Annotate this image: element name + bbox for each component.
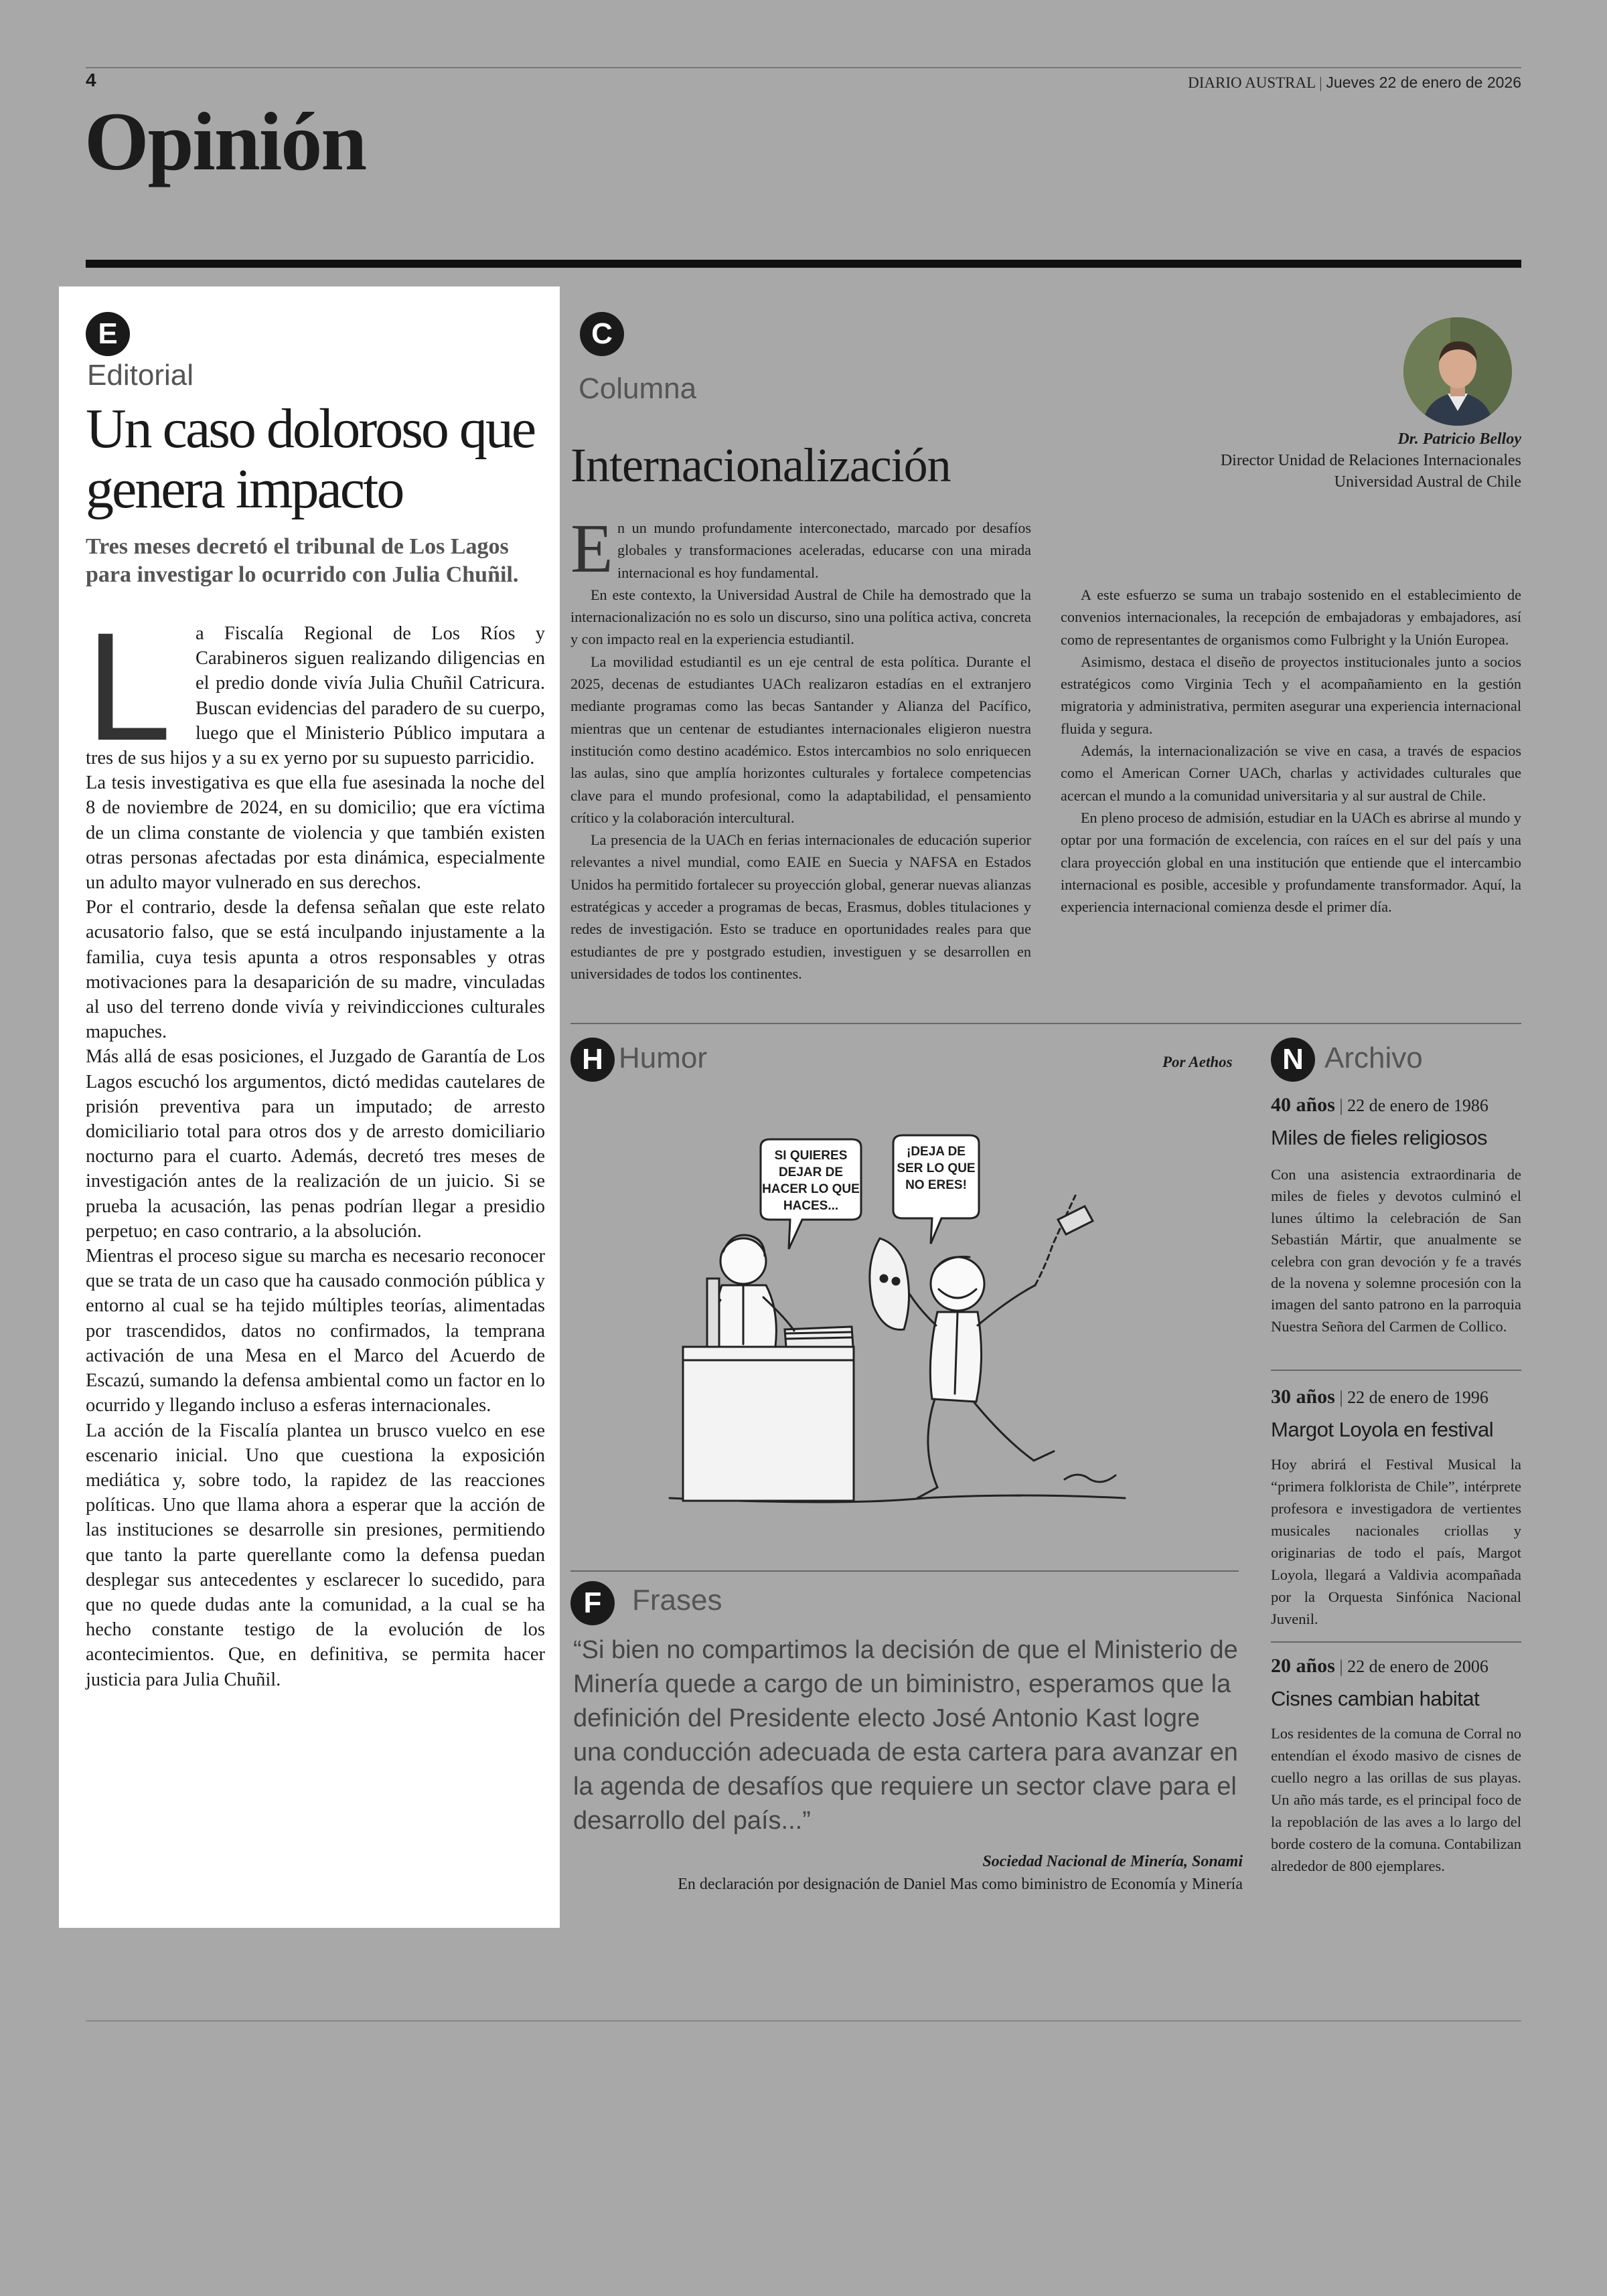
archivo-item-title: Miles de fieles religiosos bbox=[1271, 1126, 1487, 1149]
author-portrait-icon bbox=[1403, 317, 1512, 426]
column-paragraph: En este contexto, la Universidad Austral de Chile ha demostrado que la internacionalización no es solo un discurso, sino una política activa, concreta y con impacto real en la experiencia estudiantil. bbox=[570, 586, 1031, 648]
column-text-right bbox=[1061, 584, 1521, 918]
frases-label: Frases bbox=[632, 1584, 722, 1617]
editorial-dropcap: L bbox=[86, 600, 171, 772]
editorial-paragraph: La acción de la Fiscalía plantea un brusco vuelco en ese escenario inicial. Uno que cuestiona la exposición mediática y, sobre todo, la rapidez de las reacciones políticas. Uno que llama ahora a esperar que la acción de las instituciones se desarrolle sin presiones, permitiendo que tanto la parte querellante como la defensa puedan desplegar sus antecedentes y esclarecer lo sucedido, para que no quede dudas ante la comunidad, a la cual se ha hecho constante testigo de la evolución de los acontecimientos. Que, en definitiva, se permita hacer justicia para Julia Chuñil. bbox=[86, 1420, 545, 1690]
frases-badge: F bbox=[570, 1581, 615, 1625]
editorial-label: Editorial bbox=[87, 359, 194, 392]
section-title: Opinión bbox=[84, 96, 366, 187]
archivo-divider: | bbox=[1339, 1388, 1343, 1407]
column-label: Columna bbox=[579, 372, 697, 405]
archivo-badge: N bbox=[1271, 1038, 1315, 1082]
archivo-item bbox=[1271, 1655, 1521, 1877]
humor-label: Humor bbox=[619, 1042, 708, 1074]
dateline-separator: | bbox=[1319, 74, 1322, 91]
page-number: 4 bbox=[86, 70, 96, 90]
frases-context: En declaración por designación de Daniel Mas como biministro de Economía y Minería bbox=[678, 1876, 1243, 1893]
column-text-left bbox=[570, 510, 1031, 985]
editorial-paragraph: La tesis investigativa es que ella fue asesinada la noche del 8 de noviembre de 2024, en su domicilio; que era víctima de un clima constante de violencia y que también existen otras personas afectadas por esta dinámica, especialmente un adulto mayor vulnerado en sus derechos. bbox=[86, 772, 545, 894]
archivo-item-text: Con una asistencia extraordinaria de miles de fieles y devotos culminó el lunes último la celebración de San Sebastián Mártir, que anualmente se celebra con gran devoción y fe a través de la novena y solemne procesión con la imagen del santo patrono en la parroquia Nuestra Señora del Carmen de Collico. bbox=[1271, 1166, 1521, 1335]
archivo-item bbox=[1271, 1094, 1521, 1337]
bubble-right-text: ¡DEJA DE SER LO QUE NO ERES! bbox=[897, 1145, 976, 1192]
archivo-item-text: Los residentes de la comuna de Corral no entendían el éxodo masivo de cisnes de cuello negro a las orillas de sus playas. Un año más tarde, es el principal foco de la repoblación de las aves a lo largo del borde costero de la comuna. Contabilizan alrededor de 800 ejemplares. bbox=[1271, 1725, 1521, 1874]
frases-source: Sociedad Nacional de Minería, Sonami bbox=[982, 1853, 1243, 1870]
archivo-divider: | bbox=[1339, 1657, 1343, 1676]
archivo-label: Archivo bbox=[1324, 1042, 1423, 1074]
author-title: Director Unidad de Relaciones Internacionales bbox=[1220, 452, 1521, 469]
archivo-years: 30 años bbox=[1271, 1386, 1335, 1408]
editorial-paragraph: Por el contrario, desde la defensa señalan que este relato acusatorio falso, que se está inculpando injustamente a la familia, cuya tesis apunta a otros responsables y otras motivaciones para la desaparición de su madre, vinculadas al uso del terreno donde vivía y reivindicciones culturales mapuches. bbox=[86, 897, 545, 1043]
archivo-item-meta bbox=[1271, 1094, 1521, 1117]
frases-quote: “Si bien no compartimos la decisión de que el Ministerio de Minería quede a cargo de un biministro, esperamos que la definición del Presidente electo José Antonio Kast logre una conducción adecuada de esta cartera para avanzar en la agenda de desafíos que requiere un sector clave para el desarrollo del país...” bbox=[573, 1636, 1238, 1835]
footer-rule bbox=[86, 2020, 1521, 2022]
column-badge: C bbox=[580, 312, 624, 356]
column-bottom-rule bbox=[570, 1023, 1521, 1024]
archivo-item-text: Hoy abrirá el Festival Musical la “primera folklorista de Chile”, intérprete profesora e investigadora de vertientes musicales nacionales criollas y originarias de todo el país, Margot Loyola, llegará a Valdivia acompañada por la Orquesta Sinfónica Nacional Juvenil. bbox=[1271, 1456, 1521, 1627]
column-paragraph: Además, la internacionalización se vive en casa, a través de espacios como el American Corner UACh, charlas y actividades culturales que acercan el mundo a la comunidad universitaria y al sur austral de Chile. bbox=[1061, 742, 1521, 804]
editorial-paragraph: a Fiscalía Regional de Los Ríos y Carabineros siguen realizando diligencias en el predio donde vivía Julia Chuñil Catricura. Buscan evidencias del paradero de su cuerpo, luego que el Ministerio Público imputara a tres de sus hijos y a su ex yerno por su supuesto parricidio. bbox=[86, 623, 545, 769]
archivo-divider-rule bbox=[1271, 1641, 1521, 1643]
column-paragraph: Asimismo, destaca el diseño de proyectos institucionales junto a socios estratégicos como Virginia Tech y el acompañamiento en la gestión migratoria y administrativa, permiten asegurar una experiencia internacional fluida y segura. bbox=[1061, 653, 1521, 737]
column-paragraph: La presencia de la UACh en ferias internacionales de educación superior relevantes a nivel mundial, como EAIE en Suecia y NAFSA en Estados Unidos ha permitido fortalecer su proyección global, generar nuevas alianzas estratégicas y acceder a programas de becas, Erasmus, dobles titulaciones y redes de investigación. Esto se traduce en oportunidades reales para que estudiantes de pre y postgrado estudien, investiguen y se desarrollen en universidades de todos los continentes. bbox=[570, 831, 1031, 982]
archivo-divider: | bbox=[1339, 1096, 1343, 1115]
author-block bbox=[1221, 428, 1521, 493]
editorial-paragraph: Mientras el proceso sigue su marcha es necesario reconocer que se trata de un caso que ha causado conmoción pública y entorno al cual se ha tejido múltiples teorías, alimentadas por trascendidos, datos no confirmados, la temprana activación de una Mesa en el Marco del Acuerdo de Escazú, sumando la defensa ambiental como un factor en lo ocurrido y llegando incluso a esferas internacionales. bbox=[86, 1246, 545, 1416]
archivo-item-meta bbox=[1271, 1655, 1521, 1678]
issue-date: Jueves 22 de enero de 2026 bbox=[1326, 74, 1521, 91]
header-thick-rule bbox=[86, 260, 1521, 268]
humor-credit: Por Aethos bbox=[1162, 1054, 1233, 1070]
author-photo bbox=[1403, 317, 1512, 426]
archivo-years: 20 años bbox=[1271, 1655, 1335, 1677]
editorial-body bbox=[86, 600, 545, 1692]
dateline bbox=[1188, 74, 1521, 92]
header-top-rule bbox=[86, 67, 1521, 68]
column-paragraph: En pleno proceso de admisión, estudiar en la UACh es abrirse al mundo y optar por una formación de excelencia, con raíces en el sur del país y una clara proyección global en una institución que entiende que el intercambio internacional es posible, accesible y profundamente transformador. Aquí, la experiencia internacional comienza desde el primer día. bbox=[1061, 809, 1521, 916]
archivo-item-title: Cisnes cambian habitat bbox=[1271, 1687, 1480, 1710]
archivo-date: 22 de enero de 2006 bbox=[1347, 1657, 1488, 1676]
editorial-headline: Un caso doloroso que genera impacto bbox=[86, 398, 535, 520]
author-organization: Universidad Austral de Chile bbox=[1334, 473, 1521, 491]
archivo-item-title: Margot Loyola en festival bbox=[1271, 1418, 1494, 1441]
column-paragraph: La movilidad estudiantil es un eje central de esta política. Durante el 2025, decenas de estudiantes UACh realizaron estadías en el extranjero mediante programas como las becas Santander y Alianza del Pacífico, mientras que un centenar de estudiantes internacionales eligieron nuestra institución como destino académico. Estos intercambios no solo enriquecen las aulas, sino que amplía horizontes culturales y fortalece competencias clave para el mundo profesional, como la adaptabilidad, el pensamiento crítico y la colaboración intercultural. bbox=[570, 653, 1031, 826]
paper-name: DIARIO AUSTRAL bbox=[1188, 74, 1316, 91]
column-paragraph: A este esfuerzo se suma un trabajo sostenido en el establecimiento de convenios internacionales, la recepción de embajadoras y embajadores, así como de representantes de organismos como Fulbright y la Unión Europea. bbox=[1061, 586, 1521, 648]
cartoon-drawing-icon bbox=[643, 1131, 1138, 1520]
column-paragraph: n un mundo profundamente interconectado, marcado por desafíos globales y transformaciones aceleradas, educarse con una mirada internacional es hoy fundamental. bbox=[617, 519, 1031, 581]
column-headline: Internacionalización bbox=[570, 438, 951, 492]
editorial-paragraph: Más allá de esas posiciones, el Juzgado de Garantía de Los Lagos escuchó los argumentos, dictó medidas cautelares de prisión preventiva para un imputado; de arresto domiciliario total para otros dos y de arresto domiciliario nocturno para el cuarto. Además, decretó tres meses de investigación antes de la realización de un juicio. Si se prueba la acusación, las penas podrían llegar a presidio perpetuo; en caso contrario, a la absolución. bbox=[86, 1046, 545, 1242]
archivo-item-meta bbox=[1271, 1386, 1521, 1409]
author-name: Dr. Patricio Belloy bbox=[1397, 430, 1521, 448]
cartoon bbox=[643, 1131, 1138, 1520]
archivo-date: 22 de enero de 1996 bbox=[1347, 1388, 1488, 1407]
humor-bottom-rule bbox=[570, 1570, 1239, 1572]
bubble-left-text: SI QUIERES DEJAR DE HACER LO QUE HACES... bbox=[762, 1149, 860, 1213]
archivo-years: 40 años bbox=[1271, 1094, 1335, 1116]
humor-badge: H bbox=[570, 1038, 615, 1082]
column-dropcap: E bbox=[570, 510, 613, 587]
archivo-date: 22 de enero de 1986 bbox=[1347, 1096, 1488, 1115]
editorial-badge: E bbox=[86, 312, 130, 356]
archivo-divider-rule bbox=[1271, 1370, 1521, 1371]
editorial-deck: Tres meses decretó el tribunal de Los Lagos para investigar lo ocurrido con Julia Chuñil. bbox=[86, 534, 519, 587]
archivo-item bbox=[1271, 1386, 1521, 1630]
